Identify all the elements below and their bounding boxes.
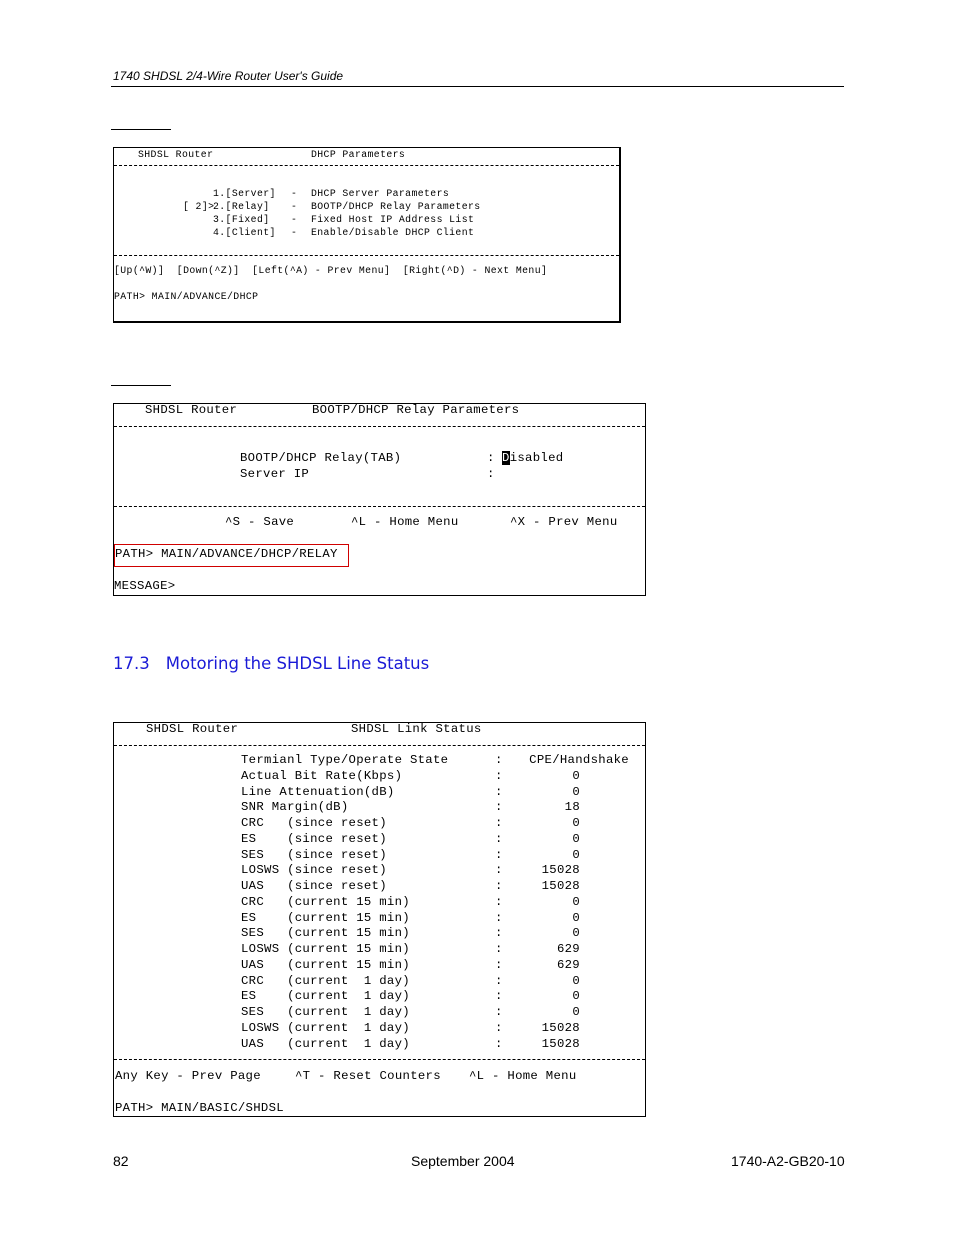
status-row-colon: : bbox=[495, 1036, 503, 1051]
field-label-relay: BOOTP/DHCP Relay(TAB) bbox=[240, 451, 402, 465]
status-row-value: 0 bbox=[572, 816, 580, 830]
screen-title-right: SHDSL Link Status bbox=[351, 722, 482, 736]
page-number: 82 bbox=[113, 1153, 129, 1169]
section-title: Motoring the SHDSL Line Status bbox=[165, 654, 430, 673]
message-line: MESSAGE> bbox=[114, 579, 176, 593]
save-key-hint: ^S - Save bbox=[225, 515, 295, 529]
relay-parameters-screen bbox=[113, 403, 646, 596]
divider bbox=[114, 745, 645, 746]
status-row-colon: : bbox=[495, 863, 503, 878]
menu-item-server[interactable]: 1.[Server] bbox=[213, 188, 276, 199]
relay-mode-value: isabled bbox=[509, 451, 564, 465]
status-row-colon: : bbox=[495, 753, 503, 767]
status-row-value: 0 bbox=[572, 847, 580, 862]
status-row-colon: : bbox=[495, 957, 503, 972]
status-row-value: 0 bbox=[572, 894, 580, 909]
menu-separator: - bbox=[291, 214, 298, 225]
screen-title-right: DHCP Parameters bbox=[311, 149, 406, 160]
divider bbox=[114, 426, 645, 427]
status-row-value: 629 bbox=[556, 942, 580, 956]
status-row-label: UAS (since reset) bbox=[241, 879, 387, 893]
status-row-label: LOSWS (current 1 day) bbox=[241, 1020, 410, 1035]
status-row-colon: : bbox=[495, 894, 503, 909]
status-row-value: 0 bbox=[572, 1005, 580, 1019]
menu-item-client[interactable]: 4.[Client] bbox=[213, 227, 276, 238]
figure-label-rule-2 bbox=[111, 385, 171, 386]
footer-date: September 2004 bbox=[411, 1153, 515, 1169]
status-row-label: Termianl Type/Operate State bbox=[241, 753, 449, 767]
status-row-colon: : bbox=[495, 1005, 503, 1019]
menu-desc: DHCP Server Parameters bbox=[311, 188, 450, 199]
section-number: 17.3 bbox=[113, 654, 150, 673]
figure-label-rule-1 bbox=[111, 129, 171, 130]
status-row-value: 15028 bbox=[541, 879, 580, 893]
text-cursor: D bbox=[502, 451, 510, 465]
status-row-colon: : bbox=[495, 942, 503, 956]
screen-title-right: BOOTP/DHCP Relay Parameters bbox=[312, 403, 520, 417]
prev-key-hint: ^X - Prev Menu bbox=[510, 515, 618, 529]
status-row-colon: : bbox=[495, 926, 503, 941]
path-line: PATH> MAIN/ADVANCE/DHCP bbox=[114, 291, 259, 302]
server-ip-field[interactable] bbox=[502, 467, 622, 482]
home-key-hint: ^L - Home Menu bbox=[351, 515, 459, 529]
home-key-hint: ^L - Home Menu bbox=[469, 1069, 577, 1083]
divider bbox=[114, 1059, 645, 1060]
field-colon: : bbox=[487, 451, 495, 465]
status-row-label: SNR Margin(dB) bbox=[241, 800, 349, 815]
status-row-colon: : bbox=[495, 847, 503, 862]
menu-desc: Enable/Disable DHCP Client bbox=[311, 227, 475, 238]
status-row-colon: : bbox=[495, 910, 503, 925]
status-row-value: 15028 bbox=[541, 1020, 580, 1035]
status-row-colon: : bbox=[495, 816, 503, 830]
status-row-value: 18 bbox=[564, 800, 580, 815]
path-line: PATH> MAIN/BASIC/SHDSL bbox=[115, 1101, 284, 1115]
menu-desc: BOOTP/DHCP Relay Parameters bbox=[311, 201, 481, 212]
nav-hint: [Up(^W)] [Down(^Z)] [Left(^A) - Prev Menu] [Right(^D) - Next Menu] bbox=[114, 265, 548, 276]
status-row-label: SES (current 1 day) bbox=[241, 1005, 410, 1019]
reset-counters-key-hint: ^T - Reset Counters bbox=[295, 1069, 441, 1083]
status-row-label: ES (current 1 day) bbox=[241, 989, 410, 1004]
menu-separator: - bbox=[291, 188, 298, 199]
menu-item-fixed[interactable]: 3.[Fixed] bbox=[213, 214, 270, 225]
status-row-value: 15028 bbox=[541, 863, 580, 878]
status-row-value: 0 bbox=[572, 989, 580, 1004]
menu-separator: - bbox=[291, 227, 298, 238]
screen-title-left: SHDSL Router bbox=[146, 722, 239, 736]
menu-selection-marker: [ 2]> bbox=[183, 201, 215, 212]
relay-mode-field[interactable] bbox=[502, 451, 563, 467]
status-row-colon: : bbox=[495, 1020, 503, 1035]
screen-title-left: SHDSL Router bbox=[145, 403, 238, 417]
status-row-colon: : bbox=[495, 989, 503, 1004]
status-row-label: Line Attenuation(dB) bbox=[241, 784, 395, 799]
section-heading bbox=[113, 654, 429, 673]
status-row-value: 0 bbox=[572, 973, 580, 988]
document-id: 1740-A2-GB20-10 bbox=[731, 1153, 845, 1169]
header-rule bbox=[111, 86, 844, 87]
menu-desc: Fixed Host IP Address List bbox=[311, 214, 475, 225]
field-colon: : bbox=[487, 467, 495, 481]
path-line: PATH> MAIN/ADVANCE/DHCP/RELAY bbox=[115, 547, 338, 561]
status-row-colon: : bbox=[495, 973, 503, 988]
status-row-colon: : bbox=[495, 831, 503, 846]
status-row-value: 15028 bbox=[541, 1036, 580, 1051]
status-row-label: ES (since reset) bbox=[241, 831, 387, 846]
divider bbox=[114, 506, 645, 507]
status-row-value: 0 bbox=[572, 831, 580, 846]
status-row-label: CRC (since reset) bbox=[241, 816, 387, 830]
status-row-label: SES (current 15 min) bbox=[241, 926, 410, 941]
status-row-colon: : bbox=[495, 768, 503, 783]
status-row-label: ES (current 15 min) bbox=[241, 910, 410, 925]
divider bbox=[114, 165, 619, 166]
menu-separator: - bbox=[291, 201, 298, 212]
status-row-value: 0 bbox=[572, 784, 580, 799]
status-row-colon: : bbox=[495, 800, 503, 815]
status-row-label: SES (since reset) bbox=[241, 847, 387, 862]
status-row-value: CPE/Handshake bbox=[529, 753, 629, 767]
link-status-screen bbox=[113, 722, 646, 1117]
prev-page-key-hint: Any Key - Prev Page bbox=[115, 1069, 261, 1083]
status-row-label: Actual Bit Rate(Kbps) bbox=[241, 768, 403, 783]
status-row-label: CRC (current 15 min) bbox=[241, 894, 410, 909]
status-row-colon: : bbox=[495, 879, 503, 893]
divider bbox=[114, 255, 619, 256]
status-row-value: 0 bbox=[572, 910, 580, 925]
status-row-label: LOSWS (since reset) bbox=[241, 863, 387, 878]
status-row-label: UAS (current 1 day) bbox=[241, 1036, 410, 1051]
field-label-server-ip: Server IP bbox=[240, 467, 310, 481]
status-row-label: LOSWS (current 15 min) bbox=[241, 942, 410, 956]
dhcp-parameters-screen bbox=[113, 147, 621, 323]
status-row-label: CRC (current 1 day) bbox=[241, 973, 410, 988]
status-row-value: 629 bbox=[556, 957, 580, 972]
status-row-value: 0 bbox=[572, 768, 580, 783]
status-row-colon: : bbox=[495, 784, 503, 799]
status-row-label: UAS (current 15 min) bbox=[241, 957, 410, 972]
menu-item-relay[interactable]: 2.[Relay] bbox=[213, 201, 270, 212]
running-header: 1740 SHDSL 2/4-Wire Router User's Guide bbox=[113, 69, 344, 83]
status-row-value: 0 bbox=[572, 926, 580, 941]
screen-title-left: SHDSL Router bbox=[138, 149, 214, 160]
